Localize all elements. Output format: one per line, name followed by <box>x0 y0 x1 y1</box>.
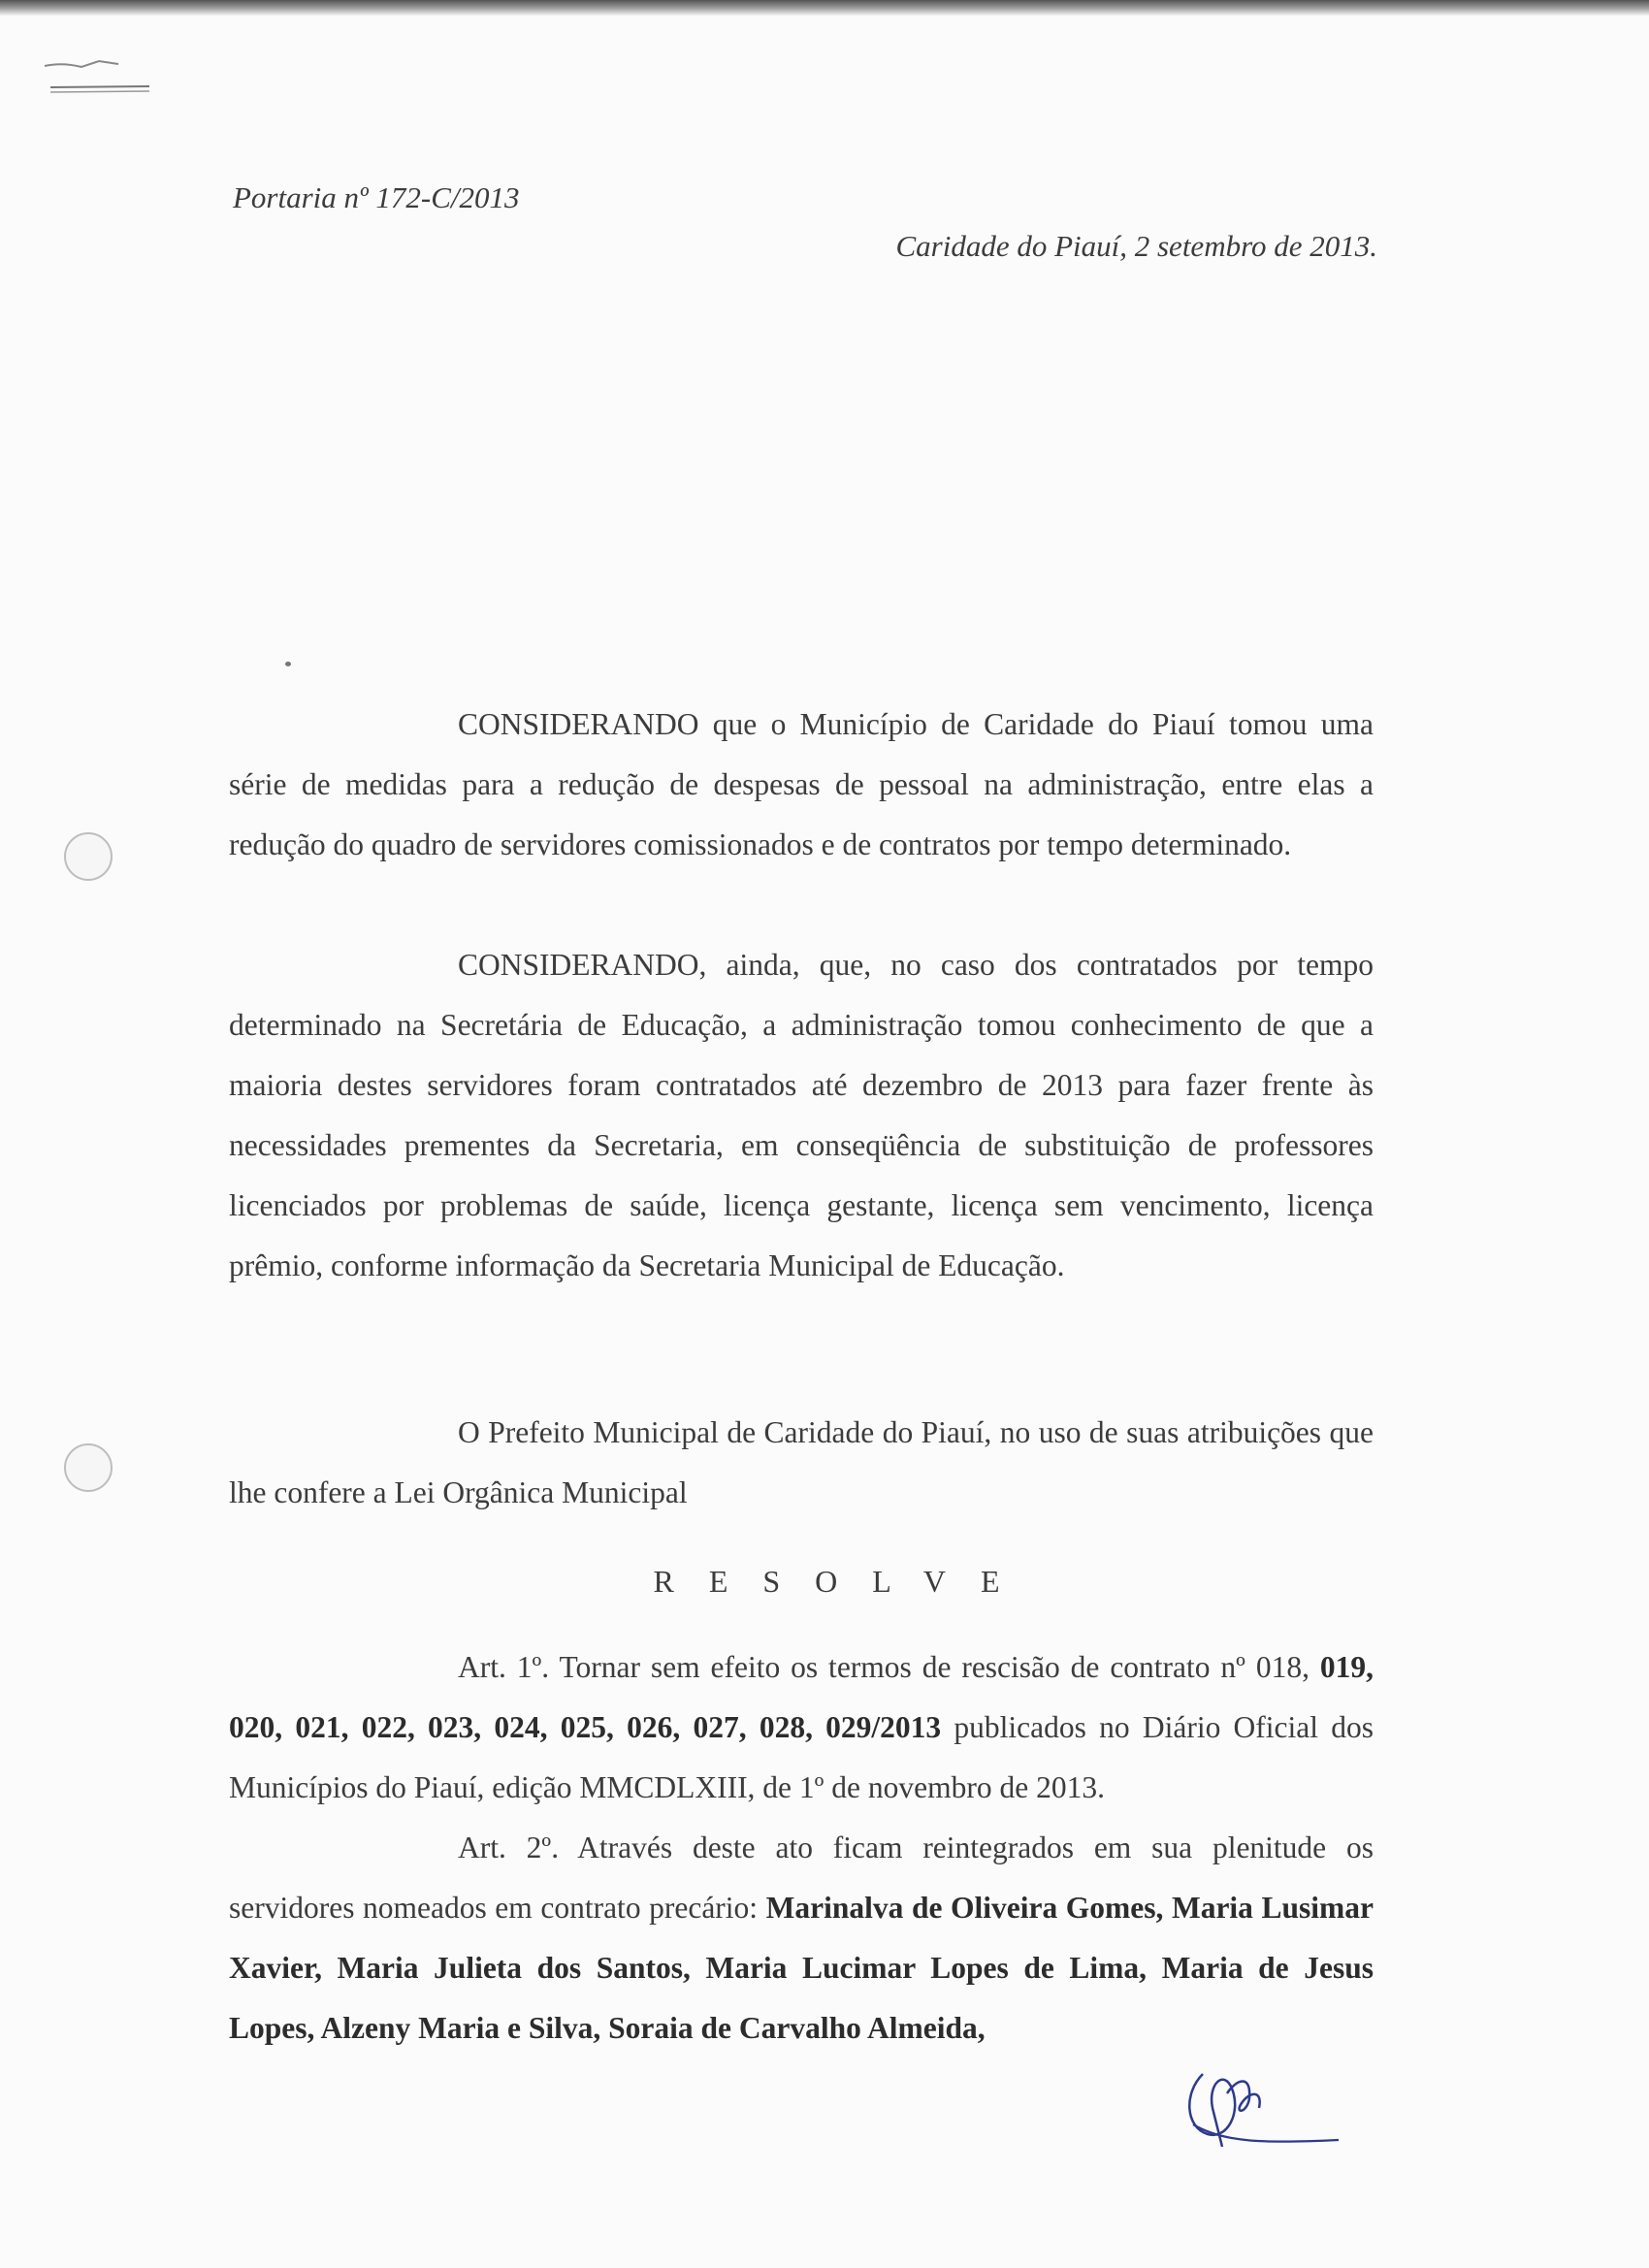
article-2: Art. 2º. Através deste ato ficam reintegrados em sua plenitude os servidores nomeados em contrato precário: Marinalva de Oliveira Gomes, Maria Lusimar Xavier, Maria Julieta dos Santos, Maria Lucimar Lopes de Lima, Maria de Jesus Lopes, Alzeny Maria e Silva, Soraia de Carvalho Almeida, <box>229 1831 1374 2045</box>
scan-speck <box>285 662 291 666</box>
resolve-heading: RESOLVE <box>653 1564 1035 1599</box>
considerando-paragraph-2: CONSIDERANDO, ainda, que, no caso dos contratados por tempo determinado na Secretária de Educação, a administração tomou conhecimento de que a maioria destes servidores foram contratados até dezembro de 2013 para fazer frente às necessidades prementes da Secretaria, em conseqüência de substituição de professores licenciados por problemas de saúde, licença gestante, licença sem vencimento, licença prêmio, conforme informação da Secretaria Municipal de Educação. <box>229 948 1374 1282</box>
considerando-paragraph-1: CONSIDERANDO que o Município de Caridade do Piauí tomou uma série de medidas para a redução de despesas de pessoal na administração, entre elas a redução do quadro de servidores comissionados e de contratos por tempo determinado. <box>229 707 1374 861</box>
contract-numbers: 019, 020, 021, 022, 023, 024, 025, 026, 027, 028, 029/2013 <box>229 1650 1374 1744</box>
punch-hole-upper <box>64 832 113 881</box>
handwritten-initials-signature <box>1174 2055 1348 2161</box>
punch-hole-lower <box>64 1443 113 1492</box>
reinstated-employee-names: Marinalva de Oliveira Gomes, Maria Lusimar Xavier, Maria Julieta dos Santos, Maria Lucimar Lopes de Lima, Maria de Jesus Lopes, Alzeny Maria e Silva, Soraia de Carvalho Almeida, <box>229 1891 1374 2045</box>
portaria-number: Portaria nº 172-C/2013 <box>233 180 520 214</box>
corner-scribble-mark <box>43 58 151 97</box>
article-1: Art. 1º. Tornar sem efeito os termos de rescisão de contrato nº 018, 019, 020, 021, 022, 023, 024, 025, 026, 027, 028, 029/2013 publicados no Diário Oficial dos Municípios do Piauí, edição MMCDLXIII, de 1º de novembro de 2013. <box>229 1650 1374 1804</box>
place-and-date: Caridade do Piauí, 2 setembro de 2013. <box>895 229 1377 263</box>
scan-top-edge <box>0 0 1649 16</box>
prefeito-paragraph: O Prefeito Municipal de Caridade do Piauí, no uso de suas atribuições que lhe confere a Lei Orgânica Municipal <box>229 1415 1374 1509</box>
